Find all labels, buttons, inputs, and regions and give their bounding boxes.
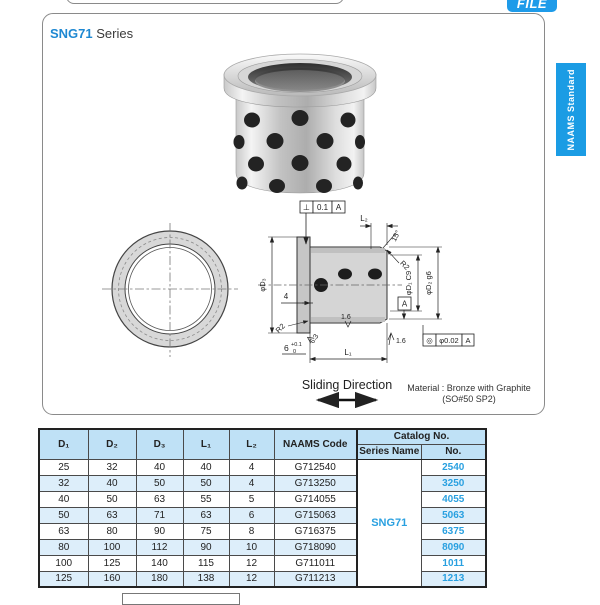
cell-d2: 100: [88, 539, 136, 555]
svg-text:Sliding Direction: Sliding Direction: [301, 378, 393, 392]
cell-d1: 125: [39, 571, 88, 587]
svg-text:A: A: [335, 203, 342, 212]
cell-l1: 138: [183, 571, 229, 587]
cad-file-badge[interactable]: FILE: [507, 0, 557, 12]
svg-text:φD₂ g6: φD₂ g6: [424, 271, 433, 295]
roughness-63: [306, 333, 321, 345]
svg-text:4: 4: [283, 292, 289, 301]
cell-l1: 75: [183, 523, 229, 539]
cell-d3: 140: [136, 555, 183, 571]
cell-l2: 8: [229, 523, 274, 539]
cell-d2: 32: [88, 459, 136, 475]
cell-naams: G718090: [274, 539, 357, 555]
series-name-cell: SNG71: [357, 459, 421, 587]
svg-text:φD₁ C9: φD₁ C9: [404, 270, 413, 296]
bottom-partial-box: [122, 593, 240, 605]
col-header-d3: D₃: [136, 429, 183, 459]
col-header-l1: L₁: [183, 429, 229, 459]
series-code: SNG71: [50, 26, 93, 41]
cell-l2: 5: [229, 491, 274, 507]
catalog-no-link[interactable]: 2540: [421, 459, 486, 475]
svg-text:15°: 15°: [389, 228, 403, 243]
svg-text:R2: R2: [273, 321, 287, 335]
cell-naams: G713250: [274, 475, 357, 491]
svg-text:A: A: [465, 336, 471, 345]
dim-6-tol: [282, 342, 306, 355]
spec-table: [38, 428, 487, 588]
cell-d3: 112: [136, 539, 183, 555]
col-header-no: No.: [421, 444, 486, 459]
sliding-direction: [302, 378, 392, 400]
cell-d3: 90: [136, 523, 183, 539]
col-header-series-name: Series Name: [357, 444, 421, 459]
catalog-no-link[interactable]: 6375: [421, 523, 486, 539]
svg-text:0.1: 0.1: [316, 203, 329, 212]
product-photo-bushing: [212, 40, 388, 198]
svg-text:R2: R2: [398, 258, 412, 272]
cell-naams: G714055: [274, 491, 357, 507]
cell-l2: 12: [229, 571, 274, 587]
cell-naams: G715063: [274, 507, 357, 523]
svg-text:◎: ◎: [426, 336, 433, 345]
note-r2-top: [387, 250, 411, 272]
svg-text:6.3: 6.3: [309, 333, 321, 346]
svg-text:6: 6: [284, 343, 289, 353]
catalog-no-link[interactable]: 1011: [421, 555, 486, 571]
cell-d3: 71: [136, 507, 183, 523]
svg-text:L₁: L₁: [344, 348, 352, 357]
cell-l1: 115: [183, 555, 229, 571]
cell-naams: G711213: [274, 571, 357, 587]
cell-d2: 40: [88, 475, 136, 491]
fcf-position: [423, 325, 474, 346]
table-body: [39, 459, 486, 587]
cell-d3: 50: [136, 475, 183, 491]
cell-naams: G712540: [274, 459, 357, 475]
cell-d2: 160: [88, 571, 136, 587]
series-suffix: Series: [96, 26, 134, 41]
cell-d3: 63: [136, 491, 183, 507]
cell-l2: 10: [229, 539, 274, 555]
cell-d2: 125: [88, 555, 136, 571]
cell-l1: 50: [183, 475, 229, 491]
svg-text:⊥: ⊥: [303, 203, 310, 212]
col-header-d1: D₁: [39, 429, 88, 459]
svg-text:1.6: 1.6: [396, 338, 406, 345]
naams-standard-tab-label: NAAMS Standard: [566, 68, 576, 151]
datum-a: [398, 297, 411, 319]
catalog-no-link[interactable]: 4055: [421, 491, 486, 507]
cell-d1: 25: [39, 459, 88, 475]
table-row: [39, 459, 486, 475]
cell-d1: 32: [39, 475, 88, 491]
naams-standard-tab[interactable]: [556, 63, 586, 156]
cell-d2: 50: [88, 491, 136, 507]
front-view-drawing: [100, 222, 240, 358]
cell-naams: G716375: [274, 523, 357, 539]
cell-naams: G711011: [274, 555, 357, 571]
svg-text:1.6: 1.6: [341, 314, 351, 321]
cell-l1: 90: [183, 539, 229, 555]
col-header-l2: L₂: [229, 429, 274, 459]
material-note: [396, 383, 542, 405]
note-chamfer-angle: [383, 229, 402, 248]
cell-d1: 40: [39, 491, 88, 507]
material-line2: (SO#50 SP2): [442, 394, 496, 404]
cell-l1: 55: [183, 491, 229, 507]
catalog-no-link[interactable]: 3250: [421, 475, 486, 491]
dim-l1: [310, 323, 387, 363]
cell-d1: 100: [39, 555, 88, 571]
section-view-drawing: [250, 193, 482, 408]
material-line1: Material : Bronze with Graphite: [407, 383, 531, 393]
cell-l2: 4: [229, 459, 274, 475]
cell-d1: 63: [39, 523, 88, 539]
roughness-16-body: [341, 314, 351, 327]
roughness-16-right: [388, 333, 406, 345]
svg-text:0: 0: [293, 349, 297, 355]
cell-d2: 80: [88, 523, 136, 539]
col-header-d2: D₂: [88, 429, 136, 459]
svg-text:+0.1: +0.1: [291, 342, 302, 348]
cell-d1: 80: [39, 539, 88, 555]
col-header-catalog: Catalog No.: [357, 429, 486, 444]
svg-text:A: A: [401, 299, 408, 309]
cell-l1: 40: [183, 459, 229, 475]
svg-text:φD₃: φD₃: [258, 278, 267, 292]
col-header-naams: NAAMS Code: [274, 429, 357, 459]
top-partial-box: [66, 0, 344, 4]
cell-l2: 6: [229, 507, 274, 523]
cell-l1: 63: [183, 507, 229, 523]
catalog-no-link[interactable]: 5063: [421, 507, 486, 523]
cell-d3: 180: [136, 571, 183, 587]
catalog-no-link[interactable]: 1213: [421, 571, 486, 587]
cell-l2: 12: [229, 555, 274, 571]
page-title: [50, 26, 133, 41]
cell-d1: 50: [39, 507, 88, 523]
svg-text:φ0.02: φ0.02: [439, 336, 459, 345]
catalog-no-link[interactable]: 8090: [421, 539, 486, 555]
cell-l2: 4: [229, 475, 274, 491]
spec-table-header: [39, 429, 486, 459]
svg-text:L₂: L₂: [360, 214, 368, 223]
cell-d3: 40: [136, 459, 183, 475]
cell-d2: 63: [88, 507, 136, 523]
dim-d2: [389, 247, 442, 319]
